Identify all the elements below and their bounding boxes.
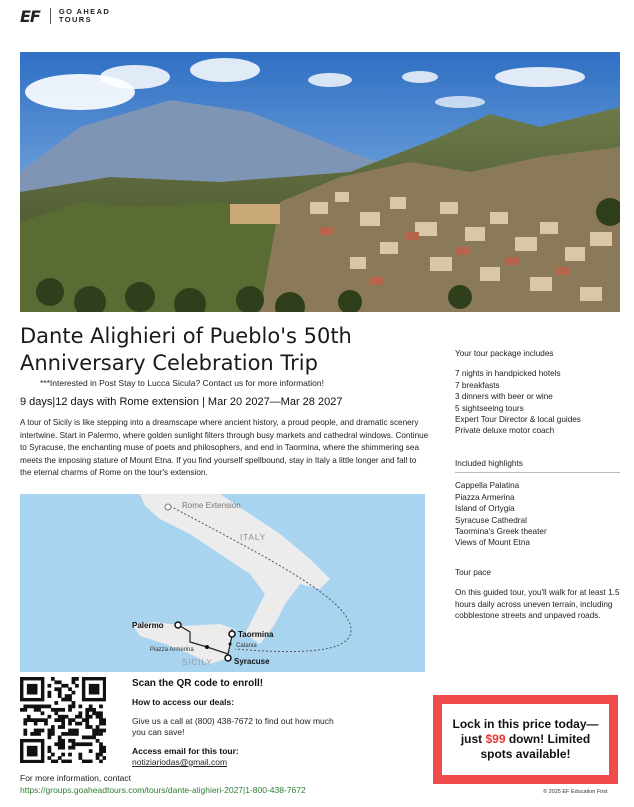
list-item: Piazza Armerina (455, 492, 515, 502)
list-item: Cappella Palatina (455, 481, 520, 491)
trip-title: Dante Alighieri of Pueblo's 50th Anniversary Celebration Trip (20, 324, 352, 375)
highlights-section (455, 458, 620, 549)
promo-text-after: down! Limited spots available! (480, 732, 591, 761)
map-label-sicily: SICILY (182, 658, 213, 667)
list-item: Syracuse Cathedral (455, 515, 527, 525)
list-item: Taormina's Greek theater (455, 527, 547, 537)
route-map (20, 494, 425, 672)
pace-section (455, 567, 620, 622)
scan-heading: Scan the QR code to enroll! (132, 678, 264, 689)
pace-text: On this guided tour, you'll walk for at least 1.5 hours daily across uneven terrain, including cobblestone streets and unpaved roads. (455, 588, 620, 621)
logo-line-1: GO AHEAD (58, 7, 111, 16)
trip-dates: 9 days|12 days with Rome extension | Mar 20 2027—Mar 28 2027 (20, 396, 343, 408)
map-label-italy: ITALY (240, 533, 267, 542)
map-label-piazza: Piazza Armerina (150, 647, 194, 653)
map-label-catania: Catania (236, 643, 257, 649)
pace-heading: Tour pace (455, 568, 491, 577)
list-item: Private deluxe motor coach (455, 426, 555, 436)
brand-logo (20, 7, 110, 25)
map-label-palermo: Palermo (132, 621, 164, 630)
highlights-heading: Included highlights (455, 459, 523, 468)
call-us-text: Give us a call at (800) 438-7672 to find out how much you can save! (132, 716, 334, 737)
map-label-rome: Rome Extension (182, 501, 241, 510)
package-section (455, 348, 620, 437)
map-label-syracuse: Syracuse (234, 657, 270, 666)
palermo-marker (175, 622, 181, 628)
syracuse-marker (225, 655, 231, 661)
map-label-taormina: Taormina (238, 630, 274, 639)
ef-logo-mark: EF (20, 6, 40, 26)
list-item: 5 sightseeing tours (455, 403, 524, 413)
list-item: Island of Ortygia (455, 504, 515, 514)
list-item: Views of Mount Etna (455, 538, 530, 548)
taormina-marker (229, 631, 235, 637)
trip-description: A tour of Sicily is like stepping into a dreamscape where ancient history, a proud people, and dramatic scenery intertwine. Start in Palermo, where golden sunlight filters through busy markets and cathedral windows. Continue to Syracuse, the enchanting muse of poets and philosophers, and end in Taormina, where the shimmering sea meets the imposing stature of Mount Etna. If you find yourself spellbound, stay in Italy a little longer and fall to the eternal charms of Rome on the tour's extension. (20, 418, 429, 478)
logo-line-2: TOURS (58, 15, 92, 24)
hero-photo-taormina (20, 52, 620, 312)
list-item: 7 breakfasts (455, 380, 500, 390)
highlights-divider (455, 472, 620, 473)
promo-price: $99 (485, 732, 506, 746)
email-label: Access email for this tour: (132, 746, 239, 756)
post-stay-note: ***Interested in Post Stay to Lucca Sicula? Contact us for more information! (40, 378, 324, 388)
promo-callout (433, 695, 618, 784)
list-item: Expert Tour Director & local guides (455, 415, 581, 425)
more-info-text: For more information, contact (20, 773, 132, 783)
catania-marker (229, 643, 232, 646)
copyright: © 2025 EF Education First (543, 789, 608, 795)
promo-text-before: Lock in this price today—just (452, 717, 599, 746)
hero-illustration (20, 52, 620, 312)
highlights-list (455, 480, 620, 548)
qr-code[interactable] (20, 677, 106, 763)
contact-email-link[interactable]: notiziariodas@gmail.com (132, 757, 228, 767)
rome-marker (165, 504, 171, 510)
piazza-marker (205, 645, 209, 649)
logo-divider (50, 8, 51, 24)
list-item: 3 dinners with beer or wine (455, 392, 553, 402)
deals-heading: How to access our deals: (132, 697, 235, 707)
qr-code-icon (20, 677, 106, 763)
package-heading: Your tour package includes (455, 349, 554, 358)
map-illustration (20, 494, 425, 672)
tour-url-link[interactable]: https://groups.goaheadtours.com/tours/dante-alighieri-2027|1-800-438-7672 (20, 785, 306, 795)
list-item: 7 nights in handpicked hotels (455, 369, 561, 379)
logo-text (59, 8, 110, 24)
package-list (455, 368, 620, 436)
promo-text (442, 704, 609, 775)
